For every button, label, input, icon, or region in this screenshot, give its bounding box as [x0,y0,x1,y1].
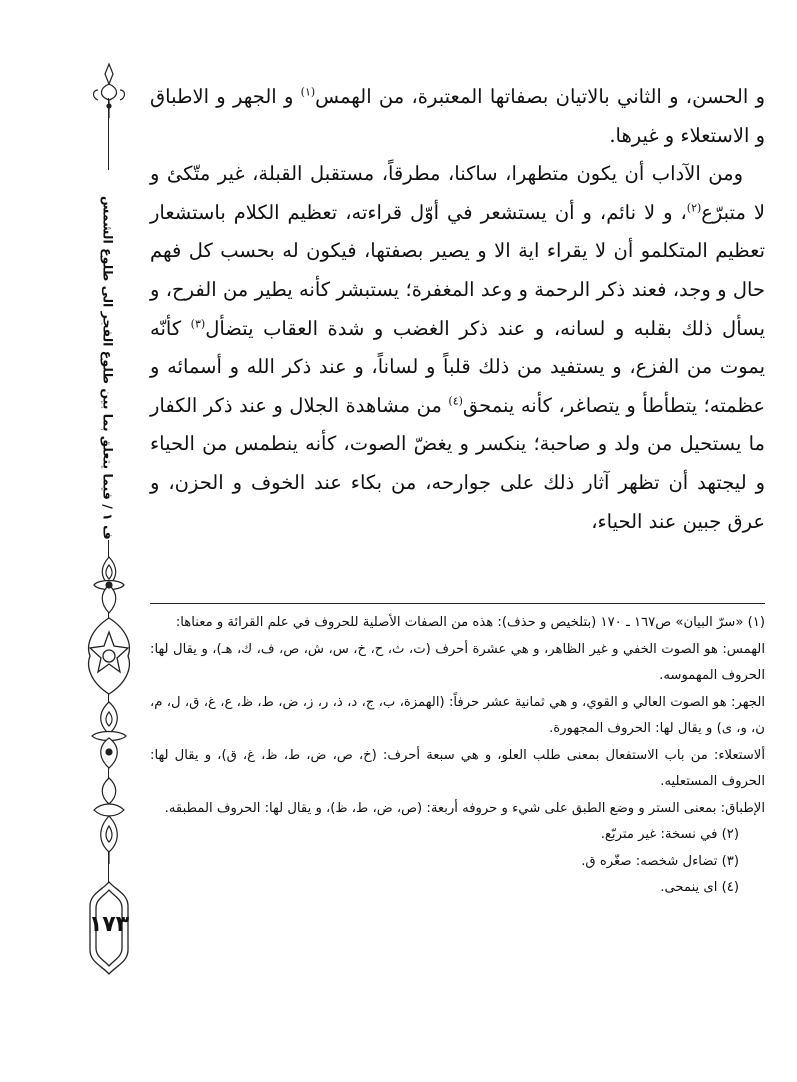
footnote-marker: (٢) [686,201,702,215]
footnotes-block [150,610,765,902]
floral-ornament-icon [88,700,130,770]
body-text: كأنّه يموت من الفزع، و يستفيد من ذلك قلباً و لساناً، و عند ذكر الله و أسمائه و عظمته؛ يتطأطأ و يتصاغر، كأنه ينمحق [150,316,765,417]
footnote-3: (٣) تضاءل شخصه: صغّره ق. [581,853,739,869]
page-number: ١٧٣ [88,912,130,937]
footnote-marker: (٤) [448,394,463,408]
page-number-cartouche [86,880,132,970]
footnote-4: (٤) اى ينمحى. [660,880,739,895]
top-finial-ornament-icon [88,60,130,120]
paragraph-2 [150,155,765,541]
body-text: ومن الآداب أن يكون متطهرا، ساكنا، مطرقاً، مستقبل القبلة، غير متّكئ و لا متبرّع [150,162,765,224]
margin-ornament-column [84,60,134,970]
body-text: و الحسن، و الثاني بالاتيان بصفاتها المعتبرة، من الهمس [315,85,765,108]
footnote-1-jahr: الجهر: هو الصوت العالي و القوي، و هي ثمانية عشر حرفاً: (الهمزة، ب، ج، د، ذ، ر، ز، ض، ط، ظ، ع، غ، ق، ل، م، ن، و، ى) و يقال لها: الحروف المجهورة. [150,694,765,736]
footnote-1-hams: الهمس: هو الصوت الخفي و غير الظاهر، و هي عشرة أحرف (ت، ث، ح، خ، س، ش، ص، ف، ك، هـ)، و يقال لها: الحروف المهموسه. [150,641,765,683]
body-text: و الجهر و الاطباق و الاستعلاء و غيرها. [150,85,765,147]
footnote-2: (٢) في نسخة: غير متربّع. [600,827,739,842]
leaf-ornament-icon [88,776,130,866]
running-title: ف ١ / فيما يتعلق بما بين طلوع الفجر الى طلوع الشمس [88,170,128,540]
footnote-1-itbaq: الإطباق: بمعنى الستر و وضع الطبق على شيء و حروفه أربعة: (ص، ض، ط، ظ)، و يقال لها: الحروف المطبقه. [164,800,765,816]
footnote-1-head: (١) «سرّ البيان» ص١٦٧ ـ ١٧٠ (بتلخيص و حذف): هذه من الصفات الأصلية للحروف في علم القرائة و معناها: [175,615,765,630]
floral-ornament-icon [88,555,130,615]
footnote-1-istila: ألاستعلاء: من باب الاستفعال بمعنى طلب العلو، و هي سبعة أحرف: (خ، ص، ض، ط، ظ، غ، ق)، و يقال لها: الحروف المستعليه. [150,747,765,789]
footnote-separator [150,603,765,604]
body-text: من مشاهدة الجلال و عند ذكر الكفار ما يستحيل من ولد و صاحبة؛ ينكسر و يغضّ الصوت، كأنه ينطمس من الحياء و ليجتهد أن تظهر آثار ذلك على جوارحه، من بكاء عند الخوف و الحزن، و عرق جبين عند الحياء، [150,393,765,533]
footnote-marker: (١) [300,85,316,99]
body-text: ، و لا نائم، و أن يستشعر في أوّل قراءته، تعظيم الكلام باستشعار تعظيم المتكلمو أن لا يقراء اية الا و يصير بصفتها، فيكون له بحسب كل فهم حال و وجد، فعند ذكر الرحمة و وعد المغفرة؛ يستبشر كأنه يطير من الفرح، و يسأل ذلك بقلبه و لسانه، و عند ذكر الغضب و شدة العقاب يتضأل [150,200,765,340]
star-medallion-icon [84,616,134,696]
main-text-block [150,78,765,541]
footnote-marker: (٣) [190,317,206,331]
paragraph-1 [150,78,765,155]
